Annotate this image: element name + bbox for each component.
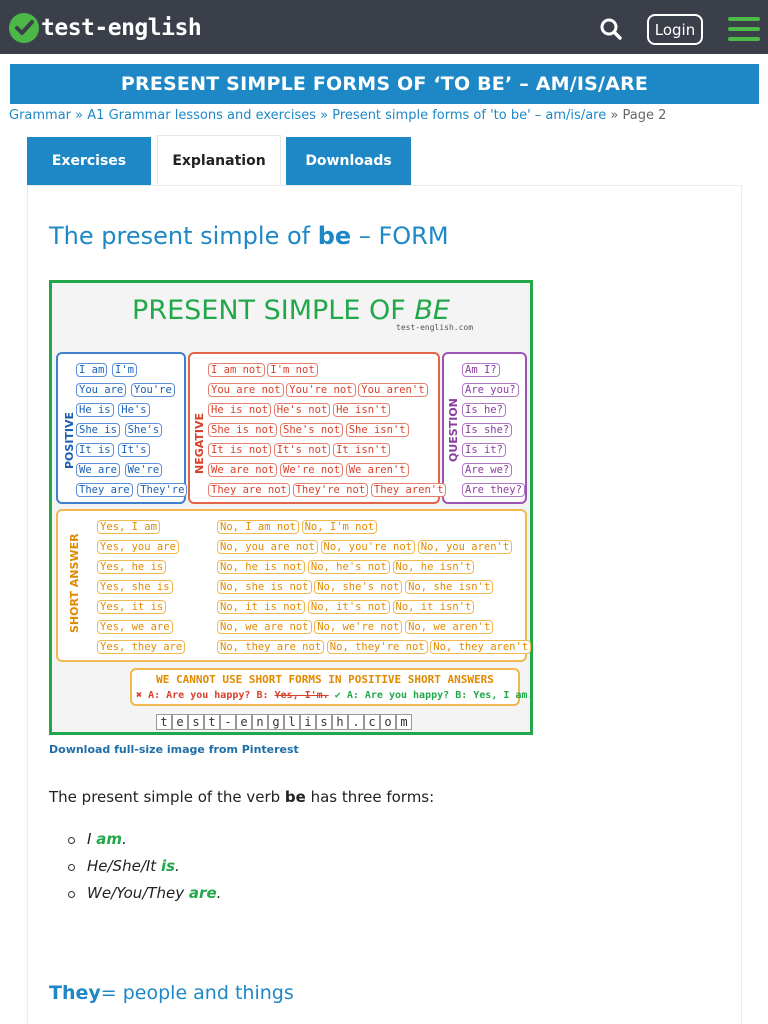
- short-positive-answer: Yes, he is: [97, 560, 166, 574]
- section-heading: The present simple of be – FORM: [49, 222, 449, 250]
- note-wrong-a: A: Are you happy?: [148, 690, 251, 701]
- site-logo[interactable]: [9, 12, 201, 44]
- negative-full-form: They are not: [208, 483, 290, 497]
- positive-short-form: I'm: [112, 363, 137, 377]
- footer-letter: i: [300, 714, 316, 730]
- they-definition: They= people and things: [49, 982, 294, 1004]
- tab-explanation[interactable]: Explanation: [157, 135, 281, 185]
- list-item: He/She/It is.: [66, 857, 221, 884]
- positive-short-form: We're: [125, 463, 163, 477]
- footer-letter: t: [204, 714, 220, 730]
- short-negative-full: No, I am not: [217, 520, 299, 534]
- infographic-subtitle: test-english.com: [396, 323, 474, 332]
- tab-downloads[interactable]: Downloads: [286, 137, 411, 185]
- positive-full-form: You are: [76, 383, 126, 397]
- negative-contraction-1: They're not: [293, 483, 369, 497]
- infographic-footer-brand: [156, 714, 412, 730]
- short-negative-contraction-2: No, they aren't: [430, 640, 531, 654]
- negative-full-form: She is not: [208, 423, 277, 437]
- footer-letter: s: [188, 714, 204, 730]
- list-item: We/You/They are.: [66, 884, 221, 911]
- short-positive-answer: Yes, she is: [97, 580, 173, 594]
- intro-paragraph: The present simple of the verb be has three forms:: [49, 788, 435, 806]
- short-negative-full: No, he is not: [217, 560, 305, 574]
- positive-full-form: She is: [76, 423, 120, 437]
- short-negative-contraction-1: No, it's not: [308, 600, 390, 614]
- short-positive-answer: Yes, you are: [97, 540, 179, 554]
- negative-contraction-2: They aren't: [371, 483, 447, 497]
- short-positive-answer: Yes, we are: [97, 620, 173, 634]
- present-simple-be-infographic[interactable]: [49, 280, 533, 735]
- short-negative-contraction-1: No, he's not: [308, 560, 390, 574]
- question-form: Is he?: [462, 403, 506, 417]
- short-negative-contraction-2: No, we aren't: [405, 620, 493, 634]
- negative-contraction-2: You aren't: [358, 383, 427, 397]
- note-right-b: B: Yes, I am.: [455, 690, 534, 701]
- question-form: Are we?: [462, 463, 512, 477]
- short-negative-contraction-1: No, you're not: [321, 540, 416, 554]
- breadcrumb-separator: »: [75, 108, 84, 123]
- footer-letter: h: [332, 714, 348, 730]
- question-form: Are they?: [462, 483, 525, 497]
- note-wrong-b-prefix: B:: [256, 690, 269, 701]
- short-forms-note: [130, 668, 534, 706]
- negative-contraction-1: It's not: [274, 443, 331, 457]
- positive-short-form: She's: [125, 423, 163, 437]
- positive-short-form: You're: [131, 383, 175, 397]
- breadcrumb-lesson[interactable]: Present simple forms of 'to be' – am/is/are: [332, 108, 607, 123]
- negative-full-form: He is not: [208, 403, 271, 417]
- negative-full-form: We are not: [208, 463, 277, 477]
- negative-contraction-2: It isn't: [333, 443, 390, 457]
- question-form: Are you?: [462, 383, 519, 397]
- footer-letter: g: [268, 714, 284, 730]
- top-header: [0, 0, 768, 54]
- negative-contraction-1: He's not: [274, 403, 331, 417]
- negative-contraction-1: We're not: [280, 463, 343, 477]
- positive-short-form: They're: [137, 483, 187, 497]
- positive-short-form: It's: [118, 443, 149, 457]
- infographic-title: PRESENT SIMPLE OF BE: [132, 295, 450, 326]
- negative-label: NEGATIVE: [193, 412, 206, 474]
- positive-full-form: I am: [76, 363, 107, 377]
- negative-contraction-1: She's not: [280, 423, 343, 437]
- footer-letter: m: [396, 714, 412, 730]
- positive-full-form: We are: [76, 463, 120, 477]
- note-title: WE CANNOT USE SHORT FORMS IN POSITIVE SHORT ANSWERS: [156, 673, 494, 686]
- short-negative-full: No, it is not: [217, 600, 305, 614]
- page-title: PRESENT SIMPLE FORMS OF ‘TO BE’ – AM/IS/ARE: [10, 64, 759, 104]
- negative-full-form: You are not: [208, 383, 284, 397]
- negative-contraction-2: She isn't: [346, 423, 409, 437]
- login-button[interactable]: Login: [647, 14, 703, 45]
- short-negative-contraction-2: No, he isn't: [393, 560, 475, 574]
- logo-text: test-english: [41, 15, 202, 41]
- positive-short-form: He's: [118, 403, 149, 417]
- footer-letter: o: [380, 714, 396, 730]
- short-negative-contraction-1: No, she's not: [314, 580, 402, 594]
- list-item: I am.: [66, 830, 221, 857]
- negative-full-form: I am not: [208, 363, 265, 377]
- note-wrong-b: Yes, I'm.: [274, 690, 329, 701]
- negative-contraction-1: You're not: [286, 383, 355, 397]
- question-form: Is it?: [462, 443, 506, 457]
- short-negative-contraction-1: No, we're not: [314, 620, 402, 634]
- breadcrumb-a1-lessons[interactable]: A1 Grammar lessons and exercises: [87, 108, 316, 123]
- negative-contraction-2: We aren't: [346, 463, 409, 477]
- note-right-a: A: Are you happy?: [346, 690, 450, 701]
- question-form: Is she?: [462, 423, 512, 437]
- positive-full-form: They are: [76, 483, 133, 497]
- negative-full-form: It is not: [208, 443, 271, 457]
- short-positive-answer: Yes, it is: [97, 600, 166, 614]
- short-positive-answer: Yes, they are: [97, 640, 185, 654]
- question-form: Am I?: [462, 363, 500, 377]
- negative-contraction-2: He isn't: [333, 403, 390, 417]
- short-negative-contraction-2: No, she isn't: [405, 580, 493, 594]
- short-answer-label: SHORT ANSWER: [68, 533, 81, 633]
- short-negative-full: No, we are not: [217, 620, 312, 634]
- short-negative-full: No, they are not: [217, 640, 324, 654]
- short-positive-answer: Yes, I am: [97, 520, 160, 534]
- search-icon[interactable]: [598, 16, 624, 42]
- breadcrumb: [9, 108, 666, 123]
- footer-letter: .: [348, 714, 364, 730]
- footer-letter: t: [156, 714, 172, 730]
- breadcrumb-separator: »: [610, 108, 619, 123]
- footer-letter: n: [252, 714, 268, 730]
- positive-full-form: It is: [76, 443, 114, 457]
- check-logo-icon: [9, 13, 39, 43]
- footer-letter: e: [236, 714, 252, 730]
- footer-letter: s: [316, 714, 332, 730]
- short-negative-contraction-1: No, they're not: [327, 640, 428, 654]
- forms-list: [66, 830, 221, 911]
- negative-contraction-1: I'm not: [267, 363, 317, 377]
- note-examples: [136, 690, 533, 701]
- footer-letter: e: [172, 714, 188, 730]
- tab-exercises[interactable]: Exercises: [27, 137, 151, 185]
- hamburger-menu-icon[interactable]: [728, 17, 760, 41]
- short-negative-contraction-2: No, you aren't: [418, 540, 513, 554]
- breadcrumb-separator: »: [320, 108, 329, 123]
- short-negative-contraction-1: No, I'm not: [302, 520, 378, 534]
- correct-check-icon: ✔: [334, 690, 341, 701]
- short-negative-full: No, you are not: [217, 540, 318, 554]
- breadcrumb-grammar[interactable]: Grammar: [9, 108, 72, 123]
- short-negative-full: No, she is not: [217, 580, 312, 594]
- wrong-cross-icon: ✖: [136, 690, 143, 701]
- positive-label: POSITIVE: [63, 411, 76, 469]
- footer-letter: -: [220, 714, 236, 730]
- positive-full-form: He is: [76, 403, 114, 417]
- question-label: QUESTION: [447, 398, 460, 462]
- download-pinterest-link[interactable]: Download full-size image from Pinterest: [49, 743, 299, 756]
- footer-letter: c: [364, 714, 380, 730]
- breadcrumb-current: Page 2: [622, 108, 667, 123]
- footer-letter: l: [284, 714, 300, 730]
- short-negative-contraction-2: No, it isn't: [393, 600, 475, 614]
